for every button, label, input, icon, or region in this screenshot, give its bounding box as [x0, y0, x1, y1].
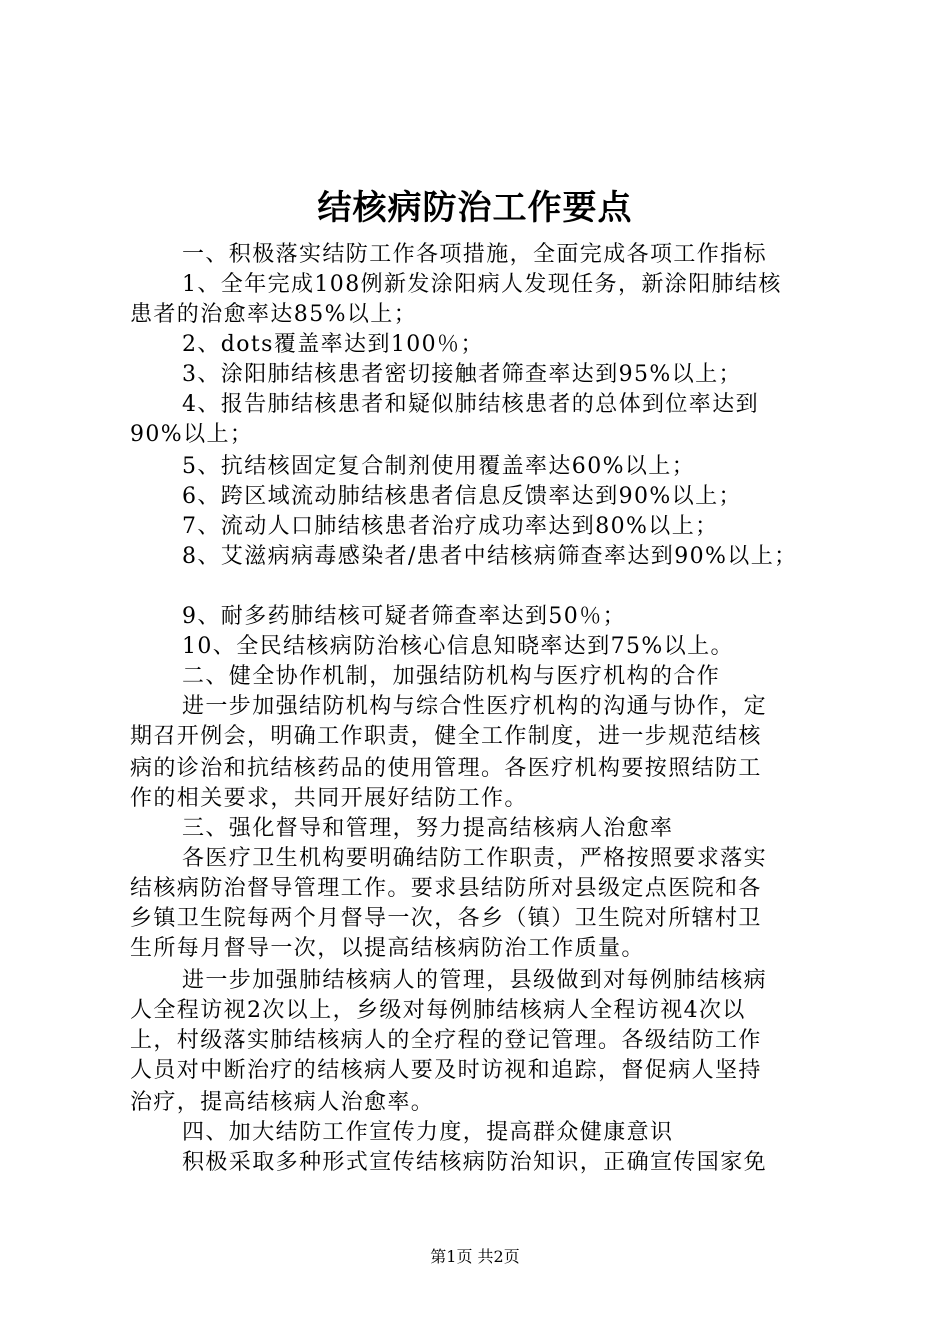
body-line: 4、报告肺结核患者和疑似肺结核患者的总体到位率达到 — [182, 392, 759, 417]
body-line: 各医疗卫生机构要明确结防工作职责，严格按照要求落实 — [182, 846, 768, 871]
body-line: 1、全年完成108例新发涂阳病人发现任务，新涂阳肺结核 — [182, 272, 782, 297]
body-line: 8、艾滋病病毒感染者/患者中结核病筛查率达到90%以上； — [182, 544, 798, 569]
section-heading-3: 三、强化督导和管理，努力提高结核病人治愈率 — [182, 816, 674, 841]
body-line: 6、跨区域流动肺结核患者信息反馈率达到90%以上； — [182, 484, 742, 509]
body-line: 进一步加强结防机构与综合性医疗机构的沟通与协作，定 — [182, 694, 768, 719]
body-line: 上，村级落实肺结核病人的全疗程的登记管理。各级结防工作 — [130, 1028, 762, 1053]
body-line: 乡镇卫生院每两个月督导一次，各乡（镇）卫生院对所辖村卫 — [130, 906, 762, 931]
document-title: 结核病防治工作要点 — [317, 188, 633, 228]
section-heading-4: 四、加大结防工作宣传力度，提高群众健康意识 — [182, 1120, 674, 1145]
body-line: 5、抗结核固定复合制剂使用覆盖率达60%以上； — [182, 454, 696, 479]
section-heading-2: 二、健全协作机制，加强结防机构与医疗机构的合作 — [182, 664, 721, 689]
body-line: 3、涂阳肺结核患者密切接触者筛查率达到95%以上； — [182, 362, 742, 387]
body-line: 90%以上； — [130, 422, 254, 447]
body-line: 9、耐多药肺结核可疑者筛查率达到50％； — [182, 604, 626, 629]
body-line: 患者的治愈率达85%以上； — [130, 302, 418, 327]
body-line: 病的诊治和抗结核药品的使用管理。各医疗机构要按照结防工 — [130, 756, 762, 781]
body-line: 作的相关要求，共同开展好结防工作。 — [130, 786, 528, 811]
section-heading-1: 一、积极落实结防工作各项措施，全面完成各项工作指标 — [182, 242, 768, 267]
body-line: 10、全民结核病防治核心信息知晓率达到75%以上。 — [182, 634, 734, 659]
body-line: 结核病防治督导管理工作。要求县结防所对县级定点医院和各 — [130, 876, 762, 901]
body-line: 2、dots覆盖率达到100％； — [182, 332, 484, 357]
body-line: 人全程访视2次以上，乡级对每例肺结核病人全程访视4次以 — [130, 998, 746, 1023]
body-line: 期召开例会，明确工作职责，健全工作制度，进一步规范结核 — [130, 724, 762, 749]
body-line: 人员对中断治疗的结核病人要及时访视和追踪，督促病人坚持 — [130, 1058, 762, 1083]
body-line: 积极采取多种形式宣传结核病防治知识，正确宣传国家免 — [182, 1150, 768, 1175]
body-line: 进一步加强肺结核病人的管理，县级做到对每例肺结核病 — [182, 968, 768, 993]
page-footer: 第1页 共2页 — [430, 1247, 520, 1266]
body-line: 生所每月督导一次，以提高结核病防治工作质量。 — [130, 936, 645, 961]
body-line: 治疗，提高结核病人治愈率。 — [130, 1090, 435, 1115]
body-line: 7、流动人口肺结核患者治疗成功率达到80%以上； — [182, 514, 719, 539]
